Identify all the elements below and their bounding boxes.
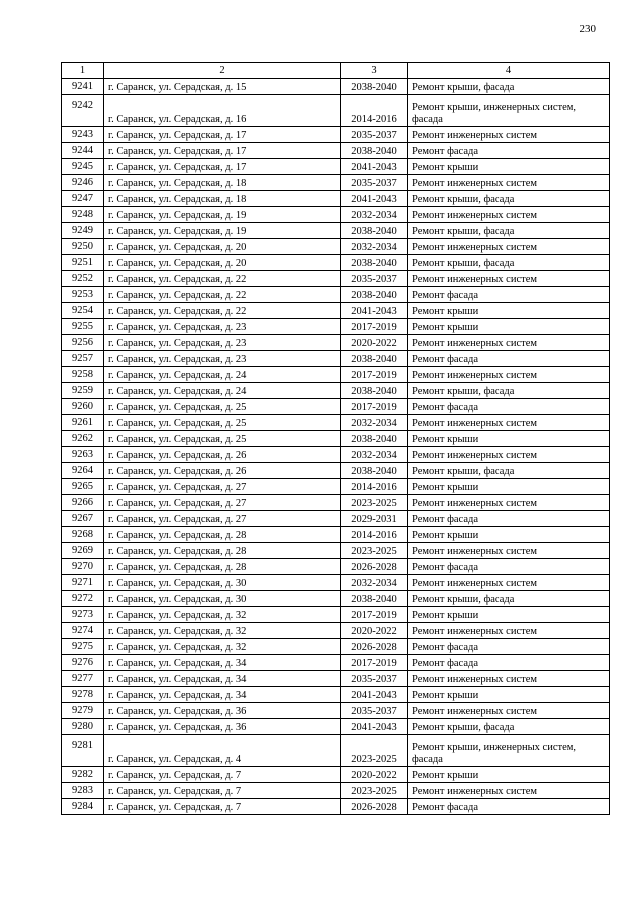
row-number-cell: 9277: [62, 671, 104, 687]
row-number-cell: 9257: [62, 351, 104, 367]
years-cell: 2032-2034: [341, 575, 408, 591]
row-number-cell: 9275: [62, 639, 104, 655]
years-cell: 2038-2040: [341, 463, 408, 479]
table-row: [62, 703, 610, 719]
table-row: [62, 159, 610, 175]
work-type-cell: Ремонт инженерных систем: [408, 335, 610, 351]
table-row: [62, 367, 610, 383]
row-number-cell: 9280: [62, 719, 104, 735]
row-number-cell: 9251: [62, 255, 104, 271]
years-cell: 2038-2040: [341, 431, 408, 447]
years-cell: 2038-2040: [341, 383, 408, 399]
work-type-cell: Ремонт инженерных систем: [408, 783, 610, 799]
row-number-cell: 9276: [62, 655, 104, 671]
table-row: [62, 639, 610, 655]
row-number-cell: 9256: [62, 335, 104, 351]
address-cell: г. Саранск, ул. Серадская, д. 32: [104, 639, 341, 655]
address-cell: г. Саранск, ул. Серадская, д. 36: [104, 703, 341, 719]
years-cell: 2014-2016: [341, 527, 408, 543]
row-number-cell: 9268: [62, 527, 104, 543]
work-type-cell: Ремонт фасада: [408, 143, 610, 159]
address-cell: г. Саранск, ул. Серадская, д. 25: [104, 399, 341, 415]
address-cell: г. Саранск, ул. Серадская, д. 27: [104, 479, 341, 495]
address-cell: г. Саранск, ул. Серадская, д. 24: [104, 367, 341, 383]
years-cell: 2038-2040: [341, 79, 408, 95]
work-type-cell: Ремонт фасада: [408, 655, 610, 671]
address-cell: г. Саранск, ул. Серадская, д. 32: [104, 623, 341, 639]
work-type-cell: Ремонт инженерных систем: [408, 207, 610, 223]
address-cell: г. Саранск, ул. Серадская, д. 28: [104, 543, 341, 559]
address-cell: г. Саранск, ул. Серадская, д. 24: [104, 383, 341, 399]
table-row: [62, 447, 610, 463]
address-cell: г. Саранск, ул. Серадская, д. 25: [104, 431, 341, 447]
address-cell: г. Саранск, ул. Серадская, д. 28: [104, 559, 341, 575]
table-row: [62, 687, 610, 703]
row-number-cell: 9241: [62, 79, 104, 95]
years-cell: 2038-2040: [341, 223, 408, 239]
address-cell: г. Саранск, ул. Серадская, д. 18: [104, 175, 341, 191]
row-number-cell: 9283: [62, 783, 104, 799]
row-number-cell: 9260: [62, 399, 104, 415]
table-row: [62, 175, 610, 191]
row-number-cell: 9262: [62, 431, 104, 447]
address-cell: г. Саранск, ул. Серадская, д. 34: [104, 655, 341, 671]
years-cell: 2041-2043: [341, 687, 408, 703]
table-body: [62, 63, 610, 815]
years-cell: 2023-2025: [341, 543, 408, 559]
work-type-cell: Ремонт фасада: [408, 399, 610, 415]
table-row: [62, 799, 610, 815]
table-row: [62, 495, 610, 511]
row-number-cell: 9267: [62, 511, 104, 527]
work-type-cell: Ремонт фасада: [408, 287, 610, 303]
table-row: [62, 527, 610, 543]
years-cell: 2035-2037: [341, 703, 408, 719]
work-type-cell: Ремонт инженерных систем: [408, 271, 610, 287]
work-type-cell: Ремонт крыши, фасада: [408, 719, 610, 735]
work-type-cell: Ремонт крыши, фасада: [408, 591, 610, 607]
address-cell: г. Саранск, ул. Серадская, д. 23: [104, 319, 341, 335]
row-number-cell: 9247: [62, 191, 104, 207]
column-header-work: 4: [408, 63, 610, 79]
work-type-cell: Ремонт инженерных систем: [408, 671, 610, 687]
table-row: [62, 783, 610, 799]
years-cell: 2020-2022: [341, 767, 408, 783]
row-number-cell: 9284: [62, 799, 104, 815]
years-cell: 2014-2016: [341, 479, 408, 495]
work-type-cell: Ремонт крыши: [408, 527, 610, 543]
address-cell: г. Саранск, ул. Серадская, д. 22: [104, 287, 341, 303]
address-cell: г. Саранск, ул. Серадская, д. 25: [104, 415, 341, 431]
address-cell: г. Саранск, ул. Серадская, д. 34: [104, 671, 341, 687]
years-cell: 2038-2040: [341, 143, 408, 159]
row-number-cell: 9282: [62, 767, 104, 783]
years-cell: 2026-2028: [341, 639, 408, 655]
work-type-cell: Ремонт крыши, фасада: [408, 79, 610, 95]
address-cell: г. Саранск, ул. Серадская, д. 30: [104, 591, 341, 607]
row-number-cell: 9265: [62, 479, 104, 495]
years-cell: 2020-2022: [341, 623, 408, 639]
work-type-cell: Ремонт инженерных систем: [408, 703, 610, 719]
row-number-cell: 9255: [62, 319, 104, 335]
table-row: [62, 767, 610, 783]
table-header-row: [62, 63, 610, 79]
table-row: [62, 223, 610, 239]
table-row: [62, 383, 610, 399]
work-type-cell: Ремонт крыши: [408, 303, 610, 319]
page-number: 230: [579, 23, 596, 35]
address-cell: г. Саранск, ул. Серадская, д. 18: [104, 191, 341, 207]
table-row: [62, 79, 610, 95]
table-row: [62, 511, 610, 527]
table-row: [62, 575, 610, 591]
address-cell: г. Саранск, ул. Серадская, д. 27: [104, 511, 341, 527]
table-row: [62, 463, 610, 479]
table-row: [62, 559, 610, 575]
table-row: [62, 127, 610, 143]
address-cell: г. Саранск, ул. Серадская, д. 7: [104, 767, 341, 783]
work-type-cell: Ремонт крыши, фасада: [408, 255, 610, 271]
column-header-number: 1: [62, 63, 104, 79]
address-cell: г. Саранск, ул. Серадская, д. 28: [104, 527, 341, 543]
work-type-cell: Ремонт инженерных систем: [408, 367, 610, 383]
years-cell: 2023-2025: [341, 783, 408, 799]
years-cell: 2017-2019: [341, 607, 408, 623]
column-header-address: 2: [104, 63, 341, 79]
row-number-cell: 9271: [62, 575, 104, 591]
work-type-cell: Ремонт крыши, фасада: [408, 463, 610, 479]
table-row: [62, 351, 610, 367]
years-cell: 2032-2034: [341, 239, 408, 255]
address-cell: г. Саранск, ул. Серадская, д. 17: [104, 143, 341, 159]
table-row: [62, 303, 610, 319]
table-row: [62, 735, 610, 767]
years-cell: 2017-2019: [341, 319, 408, 335]
row-number-cell: 9269: [62, 543, 104, 559]
row-number-cell: 9252: [62, 271, 104, 287]
years-cell: 2035-2037: [341, 127, 408, 143]
address-cell: г. Саранск, ул. Серадская, д. 26: [104, 463, 341, 479]
work-type-cell: Ремонт крыши: [408, 319, 610, 335]
row-number-cell: 9274: [62, 623, 104, 639]
address-cell: г. Саранск, ул. Серадская, д. 19: [104, 207, 341, 223]
row-number-cell: 9281: [62, 735, 104, 767]
address-cell: г. Саранск, ул. Серадская, д. 17: [104, 127, 341, 143]
row-number-cell: 9245: [62, 159, 104, 175]
table-row: [62, 607, 610, 623]
years-cell: 2035-2037: [341, 175, 408, 191]
row-number-cell: 9264: [62, 463, 104, 479]
address-cell: г. Саранск, ул. Серадская, д. 26: [104, 447, 341, 463]
row-number-cell: 9249: [62, 223, 104, 239]
years-cell: 2026-2028: [341, 559, 408, 575]
work-type-cell: Ремонт крыши, фасада: [408, 223, 610, 239]
row-number-cell: 9248: [62, 207, 104, 223]
work-type-cell: Ремонт крыши, фасада: [408, 191, 610, 207]
years-cell: 2014-2016: [341, 95, 408, 127]
work-type-cell: Ремонт крыши, инженерных систем, фасада: [408, 95, 610, 127]
row-number-cell: 9273: [62, 607, 104, 623]
work-type-cell: Ремонт крыши, фасада: [408, 383, 610, 399]
years-cell: 2017-2019: [341, 399, 408, 415]
row-number-cell: 9263: [62, 447, 104, 463]
table-row: [62, 719, 610, 735]
work-type-cell: Ремонт крыши, инженерных систем, фасада: [408, 735, 610, 767]
table-row: [62, 207, 610, 223]
years-cell: 2038-2040: [341, 351, 408, 367]
address-cell: г. Саранск, ул. Серадская, д. 32: [104, 607, 341, 623]
address-cell: г. Саранск, ул. Серадская, д. 7: [104, 799, 341, 815]
years-cell: 2038-2040: [341, 591, 408, 607]
row-number-cell: 9243: [62, 127, 104, 143]
years-cell: 2026-2028: [341, 799, 408, 815]
work-type-cell: Ремонт крыши: [408, 607, 610, 623]
row-number-cell: 9254: [62, 303, 104, 319]
years-cell: 2035-2037: [341, 671, 408, 687]
table-row: [62, 143, 610, 159]
table-row: [62, 479, 610, 495]
years-cell: 2041-2043: [341, 303, 408, 319]
row-number-cell: 9242: [62, 95, 104, 127]
work-type-cell: Ремонт крыши: [408, 479, 610, 495]
years-cell: 2038-2040: [341, 287, 408, 303]
address-cell: г. Саранск, ул. Серадская, д. 4: [104, 735, 341, 767]
table-row: [62, 271, 610, 287]
years-cell: 2032-2034: [341, 447, 408, 463]
years-cell: 2038-2040: [341, 255, 408, 271]
table-row: [62, 95, 610, 127]
work-type-cell: Ремонт фасада: [408, 351, 610, 367]
work-type-cell: Ремонт инженерных систем: [408, 495, 610, 511]
work-type-cell: Ремонт инженерных систем: [408, 623, 610, 639]
table-row: [62, 255, 610, 271]
row-number-cell: 9258: [62, 367, 104, 383]
years-cell: 2020-2022: [341, 335, 408, 351]
years-cell: 2023-2025: [341, 495, 408, 511]
address-cell: г. Саранск, ул. Серадская, д. 23: [104, 335, 341, 351]
work-type-cell: Ремонт фасада: [408, 559, 610, 575]
address-cell: г. Саранск, ул. Серадская, д. 7: [104, 783, 341, 799]
years-cell: 2017-2019: [341, 655, 408, 671]
years-cell: 2032-2034: [341, 207, 408, 223]
table-row: [62, 287, 610, 303]
address-cell: г. Саранск, ул. Серадская, д. 30: [104, 575, 341, 591]
work-type-cell: Ремонт крыши: [408, 687, 610, 703]
work-type-cell: Ремонт инженерных систем: [408, 127, 610, 143]
work-type-cell: Ремонт инженерных систем: [408, 543, 610, 559]
address-cell: г. Саранск, ул. Серадская, д. 15: [104, 79, 341, 95]
address-cell: г. Саранск, ул. Серадская, д. 19: [104, 223, 341, 239]
table-row: [62, 399, 610, 415]
row-number-cell: 9244: [62, 143, 104, 159]
table-row: [62, 655, 610, 671]
work-type-cell: Ремонт инженерных систем: [408, 175, 610, 191]
row-number-cell: 9272: [62, 591, 104, 607]
address-cell: г. Саранск, ул. Серадская, д. 22: [104, 271, 341, 287]
repair-schedule-table: [61, 62, 610, 815]
table-row: [62, 431, 610, 447]
work-type-cell: Ремонт фасада: [408, 799, 610, 815]
years-cell: 2023-2025: [341, 735, 408, 767]
work-type-cell: Ремонт инженерных систем: [408, 415, 610, 431]
table-row: [62, 543, 610, 559]
years-cell: 2035-2037: [341, 271, 408, 287]
years-cell: 2041-2043: [341, 159, 408, 175]
table-row: [62, 591, 610, 607]
row-number-cell: 9259: [62, 383, 104, 399]
table-row: [62, 239, 610, 255]
work-type-cell: Ремонт инженерных систем: [408, 447, 610, 463]
work-type-cell: Ремонт фасада: [408, 511, 610, 527]
address-cell: г. Саранск, ул. Серадская, д. 36: [104, 719, 341, 735]
table-row: [62, 671, 610, 687]
work-type-cell: Ремонт инженерных систем: [408, 239, 610, 255]
table-row: [62, 415, 610, 431]
work-type-cell: Ремонт крыши: [408, 159, 610, 175]
row-number-cell: 9253: [62, 287, 104, 303]
address-cell: г. Саранск, ул. Серадская, д. 22: [104, 303, 341, 319]
row-number-cell: 9266: [62, 495, 104, 511]
work-type-cell: Ремонт крыши: [408, 767, 610, 783]
address-cell: г. Саранск, ул. Серадская, д. 20: [104, 239, 341, 255]
row-number-cell: 9261: [62, 415, 104, 431]
row-number-cell: 9278: [62, 687, 104, 703]
work-type-cell: Ремонт инженерных систем: [408, 575, 610, 591]
column-header-years: 3: [341, 63, 408, 79]
work-type-cell: Ремонт фасада: [408, 639, 610, 655]
table-row: [62, 623, 610, 639]
table-row: [62, 335, 610, 351]
years-cell: 2041-2043: [341, 191, 408, 207]
address-cell: г. Саранск, ул. Серадская, д. 16: [104, 95, 341, 127]
address-cell: г. Саранск, ул. Серадская, д. 20: [104, 255, 341, 271]
address-cell: г. Саранск, ул. Серадская, д. 17: [104, 159, 341, 175]
row-number-cell: 9279: [62, 703, 104, 719]
address-cell: г. Саранск, ул. Серадская, д. 23: [104, 351, 341, 367]
address-cell: г. Саранск, ул. Серадская, д. 34: [104, 687, 341, 703]
table-row: [62, 191, 610, 207]
years-cell: 2017-2019: [341, 367, 408, 383]
row-number-cell: 9270: [62, 559, 104, 575]
row-number-cell: 9250: [62, 239, 104, 255]
table-row: [62, 319, 610, 335]
years-cell: 2032-2034: [341, 415, 408, 431]
address-cell: г. Саранск, ул. Серадская, д. 27: [104, 495, 341, 511]
years-cell: 2029-2031: [341, 511, 408, 527]
row-number-cell: 9246: [62, 175, 104, 191]
work-type-cell: Ремонт крыши: [408, 431, 610, 447]
years-cell: 2041-2043: [341, 719, 408, 735]
